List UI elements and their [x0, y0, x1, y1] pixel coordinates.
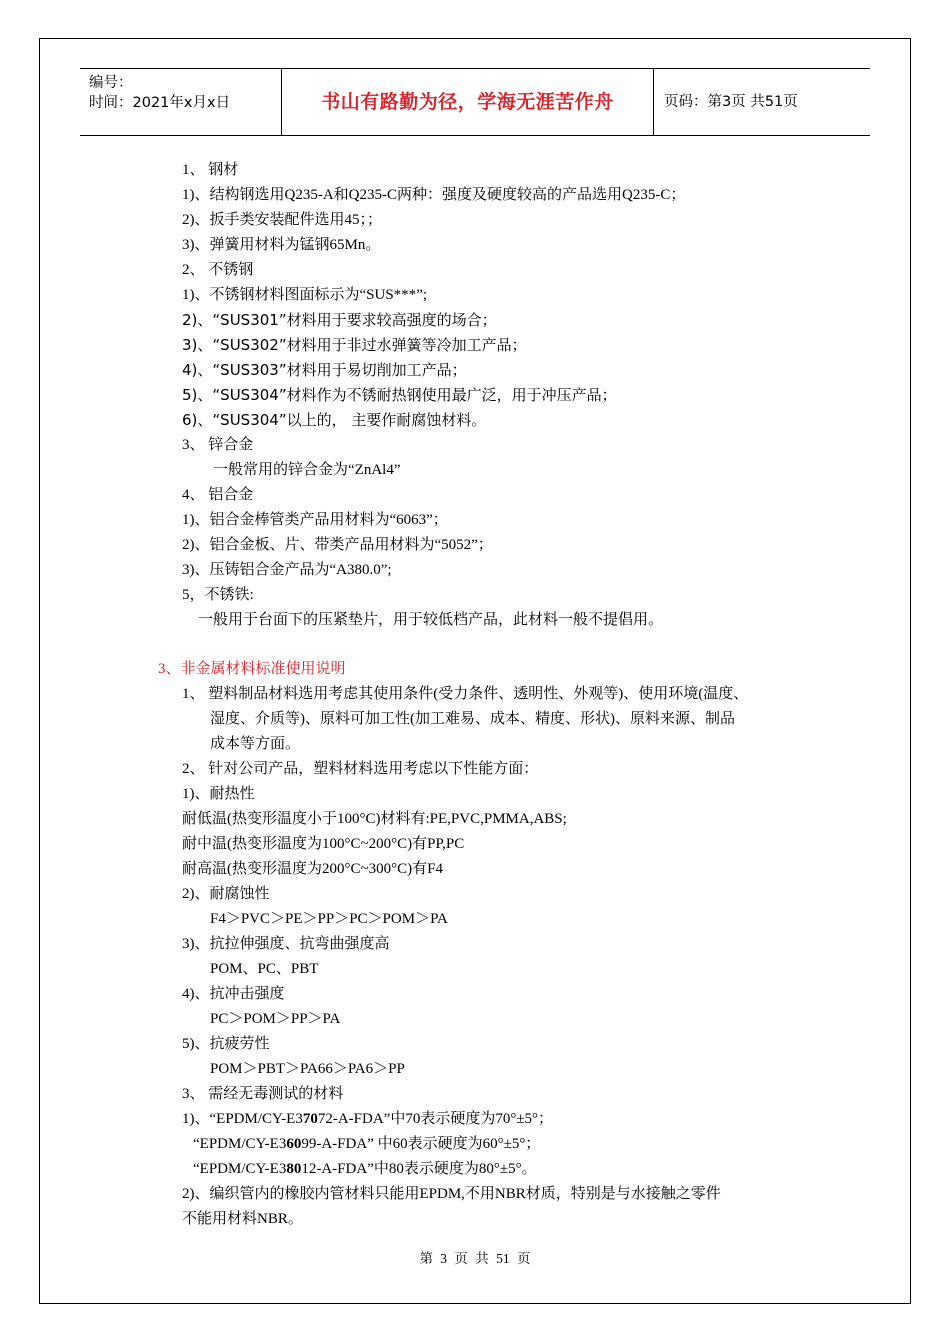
stainless-item-4: 4)、“SUS303”材料用于易切削加工产品； [182, 361, 467, 379]
document-number-label: 编号： [89, 75, 133, 91]
fatigue-resistance-heading: 5)、抗疲劳性 [182, 1036, 270, 1052]
nonmetal-item-1-line-1: 1、 塑料制品材料选用考虑其使用条件(受力条件、透明性、外观等)、使用环境(温度、 [182, 686, 749, 702]
epdm-line-3-prefix: “EPDM/CY-E3 [193, 1161, 287, 1177]
epdm-line-2 [193, 1134, 540, 1154]
heat-resistance-heading: 1)、耐热性 [182, 786, 255, 802]
epdm-line-2-code: 60 [286, 1136, 302, 1152]
heading-zinc-alloy: 3、 锌合金 [182, 437, 254, 453]
header-page-info: 页码：第3页 共51页 [664, 94, 798, 110]
nontoxic-test-heading: 3、 需经无毒测试的材料 [182, 1086, 344, 1102]
document-time: 时间：2021年x月x日 [89, 95, 231, 111]
epdm-line-1-prefix: 1)、“EPDM/CY-E3 [182, 1111, 303, 1127]
tensile-strength-heading: 3)、抗拉伸强度、抗弯曲强度高 [182, 936, 390, 952]
heading-aluminum-alloy: 4、 铝合金 [182, 487, 254, 503]
impact-strength-heading: 4)、抗冲击强度 [182, 986, 285, 1002]
stainless-item-5: 5)、“SUS304”材料作为不锈耐热钢使用最广泛，用于冲压产品； [182, 386, 617, 404]
stainless-iron-text: 一般用于台面下的压紧垫片，用于较低档产品，此材料一般不提倡用。 [198, 612, 664, 628]
nonmetal-item-1-line-3: 成本等方面。 [210, 736, 301, 752]
steel-item-3: 3)、弹簧用材料为锰钢65Mn。 [182, 237, 381, 253]
document-header [80, 68, 870, 136]
impact-strength-ranking: PC＞POM＞PP＞PA [210, 1011, 341, 1027]
zinc-alloy-text: 一般常用的锌合金为“ZnAl4” [213, 462, 401, 478]
epdm-line-3-suffix: 12-A-FDA”中80表示硬度为80°±5°。 [301, 1161, 537, 1177]
heading-stainless-iron: 5，不锈铁: [182, 587, 254, 603]
nonmetal-item-2: 2、 针对公司产品，塑料材料选用考虑以下性能方面： [182, 761, 539, 777]
header-meta [80, 69, 282, 135]
steel-item-1: 1)、结构钢选用Q235-A和Q235-C两种：强度及硬度较高的产品选用Q235-C； [182, 187, 686, 203]
fatigue-resistance-ranking: POM＞PBT＞PA66＞PA6＞PP [210, 1061, 405, 1077]
stainless-item-2: 2)、“SUS301”材料用于要求较高强度的场合； [182, 311, 497, 329]
stainless-item-1: 1)、不锈钢材料图面标示为“SUS***”; [182, 287, 427, 303]
epdm-line-1 [182, 1109, 553, 1129]
corrosion-resistance-ranking: F4＞PVC＞PE＞PP＞PC＞POM＞PA [210, 911, 448, 927]
corrosion-resistance-heading: 2)、耐腐蚀性 [182, 886, 270, 902]
aluminum-item-1: 1)、铝合金棒管类产品用材料为“6063”； [182, 512, 448, 528]
heat-resistance-low: 耐低温(热变形温度小于100°C)材料有:PE,PVC,PMMA,ABS; [182, 811, 567, 827]
epdm-line-3-code: 80 [286, 1161, 302, 1177]
heading-stainless: 2、 不锈钢 [182, 262, 254, 278]
stainless-item-6: 6)、“SUS304”以上的， 主要作耐腐蚀材料。 [182, 411, 487, 429]
braided-hose-line-1: 2)、编织管内的橡胶内管材料只能用EPDM,不用NBR材质，特别是与水接触之零件 [182, 1186, 721, 1202]
nonmetal-item-1-line-2: 湿度、介质等)、原料可加工性(加工难易、成本、精度、形状)、原料来源、制品 [210, 711, 735, 727]
epdm-line-3 [193, 1159, 537, 1179]
epdm-line-2-prefix: “EPDM/CY-E3 [193, 1136, 287, 1152]
tensile-strength-materials: POM、PC、PBT [210, 961, 319, 977]
stainless-item-3: 3)、“SUS302”材料用于非过水弹簧等冷加工产品； [182, 336, 527, 354]
header-motto: 书山有路勤为径，学海无涯苦作舟 [282, 69, 654, 135]
page-footer: 第 3 页 共 51 页 [419, 1251, 531, 1266]
steel-item-2: 2)、扳手类安装配件选用45；； [182, 212, 382, 228]
braided-hose-line-2: 不能用材料NBR。 [182, 1211, 303, 1227]
section-heading-nonmetal: 3、非金属材料标准使用说明 [158, 661, 346, 677]
heat-resistance-high: 耐高温(热变形温度为200°C~300°C)有F4 [182, 861, 443, 877]
heading-steel: 1、 钢材 [182, 162, 239, 178]
epdm-line-1-code: 70 [302, 1111, 318, 1127]
epdm-line-1-suffix: 72-A-FDA”中70表示硬度为70°±5°； [317, 1111, 554, 1127]
aluminum-item-2: 2)、铝合金板、片、带类产品用材料为“5052”； [182, 537, 493, 553]
heat-resistance-mid: 耐中温(热变形温度为100°C~200°C)有PP,PC [182, 836, 465, 852]
epdm-line-2-suffix: 99-A-FDA” 中60表示硬度为60°±5°； [301, 1136, 541, 1152]
aluminum-item-3: 3)、压铸铝合金产品为“A380.0”; [182, 562, 392, 578]
